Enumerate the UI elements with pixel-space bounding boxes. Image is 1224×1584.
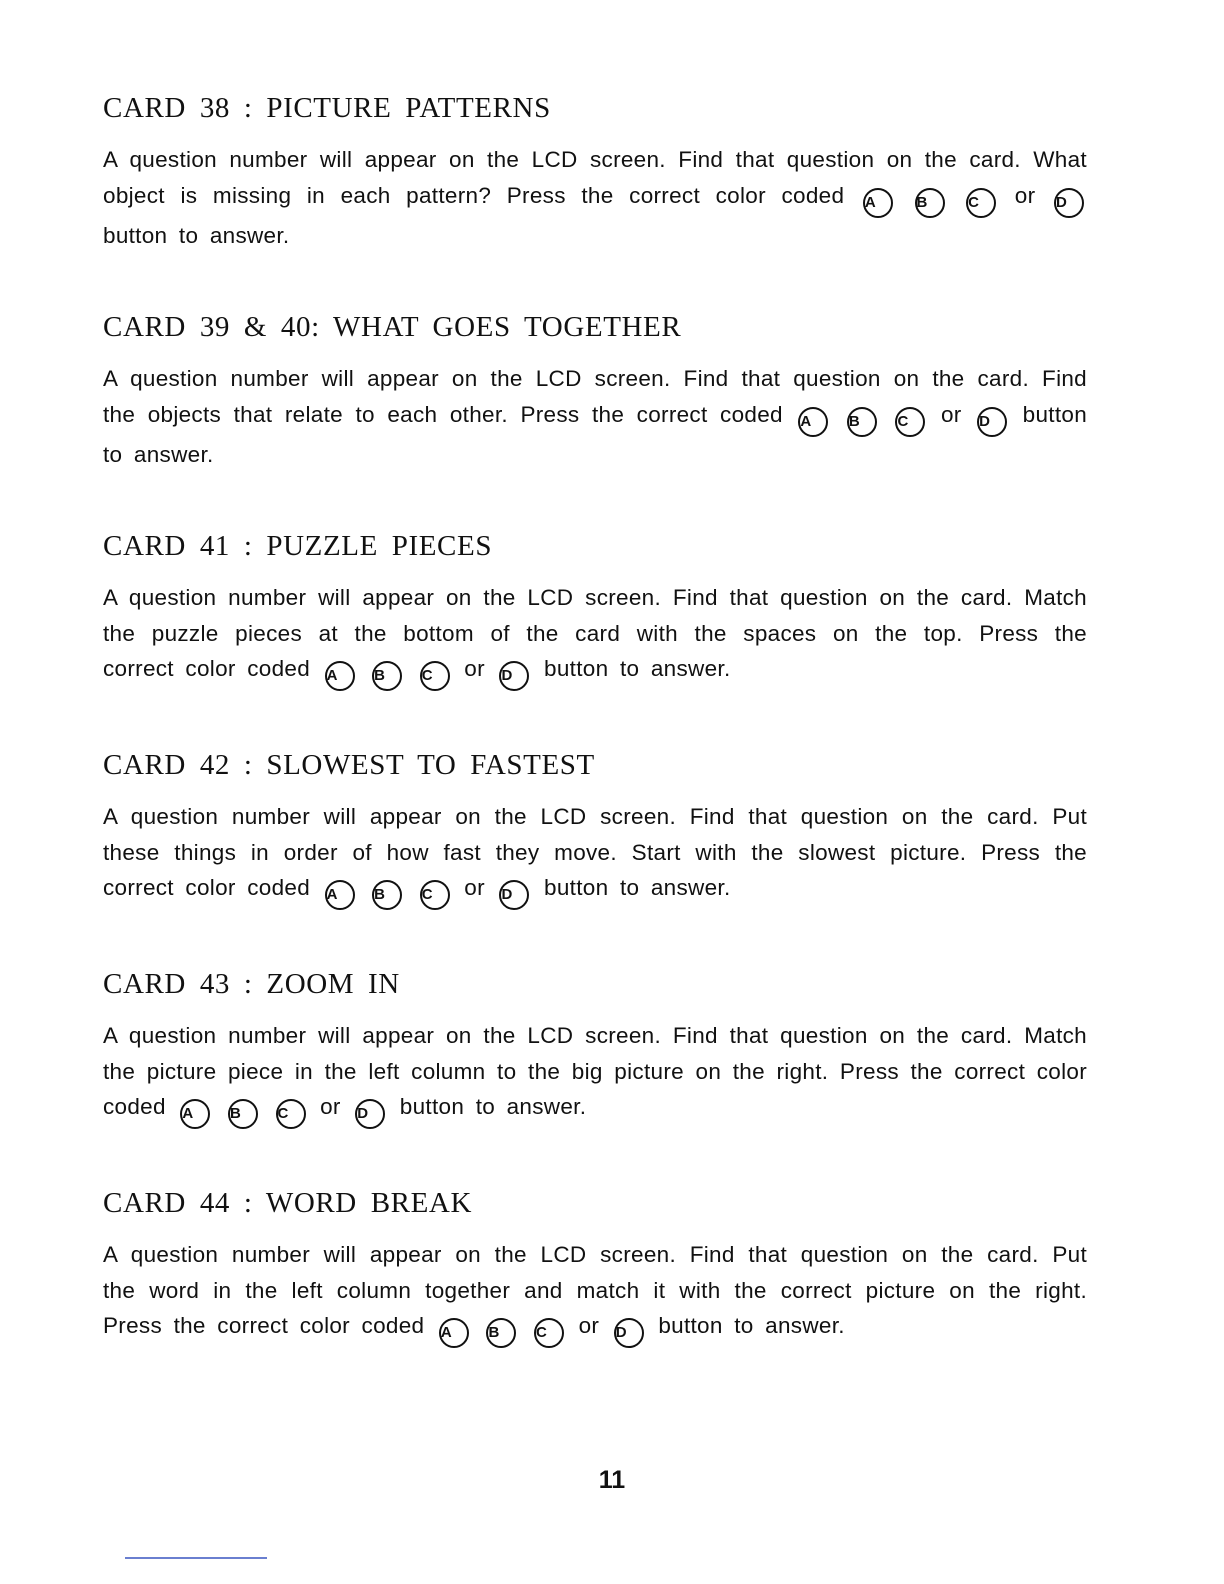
- or-text: or: [940, 401, 962, 427]
- button-a-icon: A: [439, 1318, 469, 1348]
- button-b-icon: B: [915, 188, 945, 218]
- card-43-text: A question number will appear on the LCD screen. Find that question on the card. Match the picture piece in the left column to the big picture on the right. Press the correct color coded: [103, 1023, 1087, 1119]
- button-b-icon: B: [228, 1099, 258, 1129]
- button-b-icon: B: [486, 1318, 516, 1348]
- button-a-icon: A: [325, 880, 355, 910]
- card-39-40-text-end: button to answer.: [103, 401, 1088, 467]
- button-a-icon: A: [863, 188, 893, 218]
- instruction-page: [103, 88, 1087, 1402]
- card-38-instructions: [103, 142, 1087, 253]
- or-text: or: [464, 875, 485, 900]
- card-42-text-end: button to answer.: [544, 875, 731, 900]
- button-c-icon: C: [420, 880, 450, 910]
- card-43-heading: CARD 43 : ZOOM IN: [103, 968, 400, 1000]
- or-text: or: [1014, 182, 1036, 208]
- card-39-40-instructions: [103, 361, 1087, 472]
- button-d-icon: D: [499, 880, 529, 910]
- card-38-heading: CARD 38 : PICTURE PATTERNS: [103, 92, 551, 124]
- or-text: or: [320, 1094, 341, 1119]
- button-c-icon: C: [420, 661, 450, 691]
- card-42-instructions: [103, 799, 1087, 910]
- card-38-text: A question number will appear on the LCD screen. Find that question on the card. What object is missing in each pattern? Press the correct color coded: [103, 147, 1087, 208]
- button-a-icon: A: [180, 1099, 210, 1129]
- card-38-text-end: button to answer.: [103, 222, 290, 248]
- button-d-icon: D: [614, 1318, 644, 1348]
- button-d-icon: D: [499, 661, 529, 691]
- button-c-icon: C: [895, 407, 925, 437]
- bottom-rule: [125, 1557, 267, 1559]
- button-b-icon: B: [372, 880, 402, 910]
- page-number: 11: [598, 1466, 626, 1494]
- card-44-section: [103, 1183, 1087, 1402]
- card-42-heading: CARD 42 : SLOWEST TO FASTEST: [103, 749, 595, 781]
- card-39-40-heading: CARD 39 & 40: WHAT GOES TOGETHER: [103, 311, 682, 343]
- card-39-40-text: A question number will appear on the LCD screen. Find that question on the card. Find the objects that relate to each other. Press the correct coded: [103, 366, 1087, 427]
- card-43-text-end: button to answer.: [399, 1094, 587, 1119]
- button-b-icon: B: [847, 407, 877, 437]
- card-44-text: A question number will appear on the LCD screen. Find that question on the card. Put the word in the left column together and match it with the correct picture on the right. Press the correct color coded: [103, 1242, 1087, 1338]
- button-c-icon: C: [966, 188, 996, 218]
- button-c-icon: C: [276, 1099, 306, 1129]
- button-c-icon: C: [534, 1318, 564, 1348]
- button-a-icon: A: [798, 407, 828, 437]
- button-d-icon: D: [1054, 188, 1084, 218]
- card-41-instructions: [103, 580, 1087, 691]
- or-text: or: [464, 656, 485, 681]
- card-43-section: [103, 964, 1087, 1183]
- card-41-text: A question number will appear on the LCD screen. Find that question on the card. Match the puzzle pieces at the bottom of the card with the spaces on the top. Press the correct color coded: [103, 585, 1087, 681]
- button-d-icon: D: [355, 1099, 385, 1129]
- card-41-section: [103, 526, 1087, 745]
- card-44-instructions: [103, 1237, 1087, 1348]
- card-44-text-end: button to answer.: [658, 1313, 845, 1338]
- card-44-heading: CARD 44 : WORD BREAK: [103, 1187, 472, 1219]
- button-a-icon: A: [325, 661, 355, 691]
- button-d-icon: D: [977, 407, 1007, 437]
- card-42-section: [103, 745, 1087, 964]
- card-41-text-end: button to answer.: [544, 656, 731, 681]
- card-42-text: A question number will appear on the LCD screen. Find that question on the card. Put these things in order of how fast they move. Start with the slowest picture. Press the correct color coded: [103, 804, 1087, 900]
- card-39-40-section: [103, 307, 1087, 526]
- card-38-section: [103, 88, 1087, 307]
- card-41-heading: CARD 41 : PUZZLE PIECES: [103, 530, 493, 562]
- button-b-icon: B: [372, 661, 402, 691]
- card-43-instructions: [103, 1018, 1087, 1129]
- or-text: or: [578, 1313, 600, 1338]
